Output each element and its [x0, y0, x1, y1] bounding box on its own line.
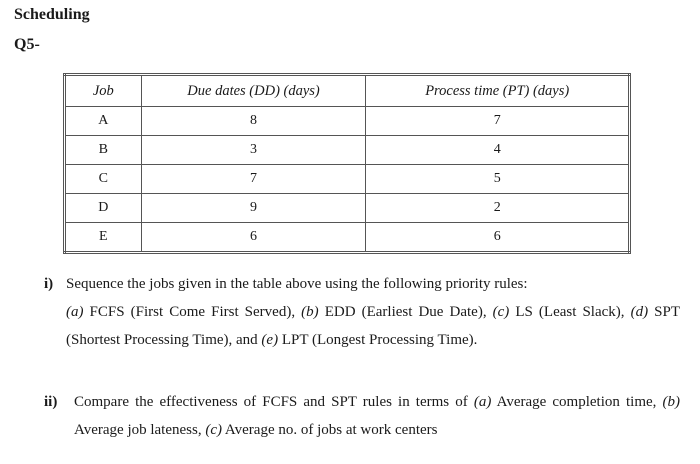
page-title: Scheduling — [14, 6, 90, 23]
metric-a-text: Average completion time, — [491, 394, 663, 410]
rule-a-text: FCFS (First Come First Served), — [83, 304, 302, 320]
question-i-text — [66, 270, 680, 354]
cell-process-time: 6 — [366, 223, 630, 253]
rule-c-label: (c) — [492, 304, 510, 320]
table-row — [65, 136, 630, 165]
rule-e-label: (e) — [261, 332, 279, 348]
metric-c-text: Average no. of jobs at work centers — [222, 422, 438, 438]
cell-process-time: 2 — [366, 194, 630, 223]
question-ii-marker: ii) — [44, 394, 58, 410]
metric-a-label: (a) — [473, 394, 492, 410]
rule-b-label: (b) — [301, 304, 319, 320]
question-i-marker: i) — [44, 276, 54, 292]
rule-b-text: EDD (Earliest Due Date), — [318, 304, 493, 320]
question-number: Q5- — [14, 36, 40, 53]
table-row — [65, 165, 630, 194]
rule-a-label: (a) — [66, 304, 84, 320]
header-process-time: Process time (PT) (days) — [366, 75, 630, 107]
table-row — [65, 107, 630, 136]
cell-process-time: 4 — [366, 136, 630, 165]
cell-due-date: 6 — [141, 223, 366, 253]
table-header-row — [65, 75, 630, 107]
metric-c-label: (c) — [205, 422, 222, 438]
cell-due-date: 3 — [141, 136, 366, 165]
table-row — [65, 223, 630, 253]
rule-c-text: LS (Least Slack), — [509, 304, 631, 320]
rule-d-text: SPT (Shortest Processing Time), and — [66, 304, 680, 348]
question-ii-text — [74, 388, 680, 444]
cell-job: E — [65, 223, 142, 253]
cell-job: C — [65, 165, 142, 194]
cell-job: D — [65, 194, 142, 223]
cell-due-date: 7 — [141, 165, 366, 194]
table-row — [65, 194, 630, 223]
jobs-table — [63, 73, 631, 254]
question-ii-t1: Compare the effectiveness of FCFS and SPT rules in terms of — [74, 394, 474, 410]
rule-d-label: (d) — [630, 304, 649, 320]
cell-due-date: 8 — [141, 107, 366, 136]
cell-process-time: 7 — [366, 107, 630, 136]
header-job: Job — [65, 75, 142, 107]
metric-b-text: Average job lateness, — [74, 422, 206, 438]
rule-e-text: LPT (Longest Processing Time). — [278, 332, 478, 348]
cell-job: B — [65, 136, 142, 165]
header-due-date: Due dates (DD) (days) — [141, 75, 366, 107]
cell-process-time: 5 — [366, 165, 630, 194]
question-i-line1: Sequence the jobs given in the table above using the following priority rules: — [66, 276, 528, 292]
cell-due-date: 9 — [141, 194, 366, 223]
metric-b-label: (b) — [662, 394, 680, 410]
question-i — [44, 270, 680, 354]
question-ii — [44, 388, 680, 444]
cell-job: A — [65, 107, 142, 136]
